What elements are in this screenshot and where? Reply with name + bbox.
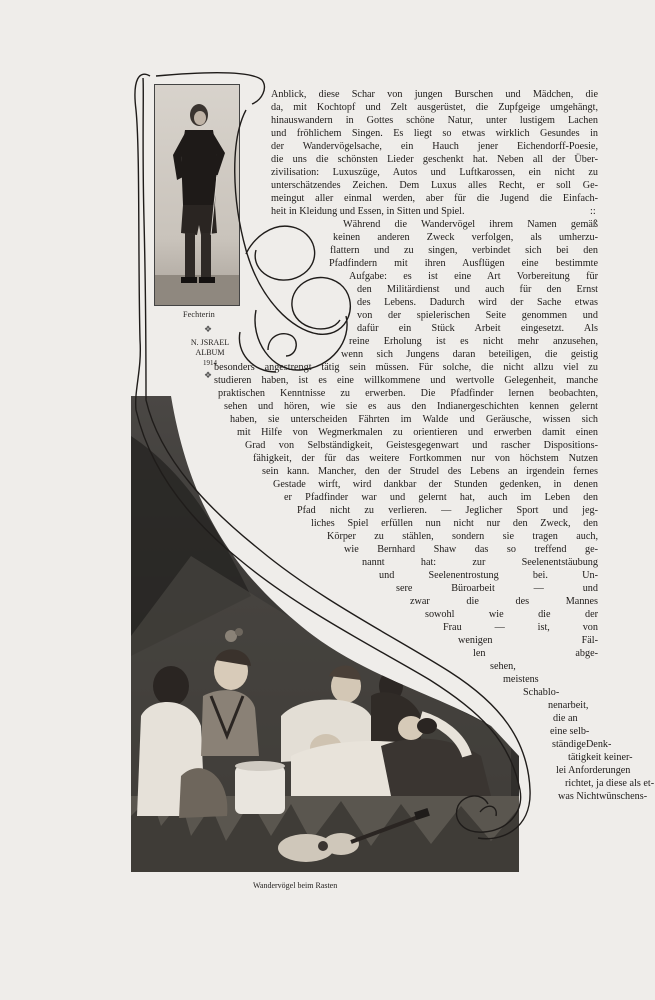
text-line: sowohl wie die der (425, 609, 598, 620)
text-line: zwar die des Mannes (410, 596, 598, 607)
text-line: keinen anderen Zweck verfolgen, als umherzu- (333, 232, 598, 243)
text-line: sein kann. Mancher, den der Strudel des Lebens an irgendein fernes (262, 466, 598, 477)
text-line: Gestade wirft, wird dankbar der Stunden gedenken, in denen (273, 479, 598, 490)
credit-year: 1914 (203, 359, 217, 367)
text-line: Aufgabe: es ist eine Art Vorbereitung für (349, 271, 598, 282)
text-line: die an (553, 713, 578, 724)
text-line: liches Spiel erfüllen nun nicht nur den Zweck, den (311, 518, 598, 529)
text-line: haben, sie unterscheiden Fährten im Walde und Geräusche, wissen sich (230, 414, 598, 425)
text-line: da, mit Kochtopf und Zelt ausgerüstet, die Zupfgeige umgehängt, (271, 102, 598, 113)
text-line: richtet, ja diese als et- (565, 778, 655, 789)
text-line: er Pfadfinder war und gelernt hat, auch im Leben den (284, 492, 598, 503)
text-line: nenarbeit, (548, 700, 589, 711)
text-line: den Militärdienst und auch für den Ernst (357, 284, 598, 295)
ornament-diamond-icon: ❖ (203, 324, 213, 334)
text-line: zivilisation: Luxuszüge, Autos und Luftkarossen, ein nicht zu (271, 167, 598, 178)
text-line: studieren haben, ist es eine willkommene und wertvolle Gelegenheit, manche (214, 375, 598, 386)
section-mark: :: (590, 206, 596, 217)
text-line: Schablo- (523, 687, 560, 698)
text-line: Grad von Selbständigkeit, Geistesgegenwart und rascher Dispositions- (245, 440, 598, 451)
text-line: mit Hilfe von Wegmerkmalen zu orientieren und erwerben damit einen (237, 427, 598, 438)
text-line: und Seelenentrostung bei. Un- (379, 570, 598, 581)
ornament-diamond-icon: ❖ (203, 370, 213, 380)
text-line: dafür ein Stück Arbeit eingesetzt. Als (357, 323, 598, 334)
text-line: fähigkeit, der für das weitere Fortkommen nur von höchstem Nutzen (253, 453, 598, 464)
text-line: eine selb- (550, 726, 590, 737)
text-line: Körper zu stählen, sondern sie tragen auch, (327, 531, 598, 542)
credit-album: ALBUM (195, 348, 225, 357)
fencer-figure (155, 85, 239, 305)
text-line: von der spielerischen Seite genommen und (357, 310, 598, 321)
text-line: wie Bernhard Shaw das so treffend ge- (344, 544, 598, 555)
text-line: des Lebens. Dadurch wird der Sache etwas (357, 297, 598, 308)
text-line: sehen, (490, 661, 516, 672)
text-line: Pfad nicht zu verlieren. — Jeglicher Sport und jeg- (297, 505, 598, 516)
text-line: lei Anforderungen (556, 765, 631, 776)
text-line: meingut aller einmal werden, aber für die Jugend die Einfach- (271, 193, 598, 204)
text-line: und fröhlichem Singen. Es liegt so etwas wirklich Gesundes in (271, 128, 598, 139)
text-line: besonders angestrengt tätig sein müssen. Für solche, die nicht allzu viel zu (214, 362, 598, 373)
text-line: sere Büroarbeit — und (396, 583, 598, 594)
text-line: ständigeDenk- (552, 739, 612, 750)
text-line: flattern und zu singen, verbindet sich bei den (330, 245, 598, 256)
text-line: unterschätzendes Zeichen. Dem Luxus alles Recht, er soll Ge- (271, 180, 598, 191)
text-line: wenn sich Jungens daran beteiligen, die geistig (341, 349, 598, 360)
text-line: heit in Kleidung und Essen, in Sitten und Spiel. (271, 206, 465, 217)
text-line: der Wandervögelsache, ein Hauch jener Eichendorff-Poesie, (271, 141, 598, 152)
text-line: tätigkeit keiner- (568, 752, 633, 763)
text-line: Frau — ist, von (443, 622, 598, 633)
text-line: wenigen Fäl- (458, 635, 598, 646)
credit-name: N. JSRAEL (190, 338, 230, 347)
fencer-photo (154, 84, 240, 306)
text-line: Während die Wandervögel ihrem Namen gemäß (343, 219, 598, 230)
text-line: hinauswandern in Gottes schöne Natur, unter lustigem Lachen (271, 115, 598, 126)
text-line: praktischen Kenntnisse zu erwerben. Die Pfadfinder lernen beobachten, (218, 388, 598, 399)
text-line: Pfadfindern mit ihren Ausflügen eine bestimmte (329, 258, 598, 269)
text-line: was Nichtwünschens- (558, 791, 648, 802)
fencer-caption: Fechterin (182, 310, 215, 319)
text-line: Anblick, diese Schar von jungen Burschen und Mädchen, die (271, 89, 598, 100)
text-line: len abge- (473, 648, 598, 659)
text-line: reine Erholung ist es nicht mehr anzusehen, (349, 336, 598, 347)
photo-caption: Wandervögel beim Rasten (253, 881, 338, 890)
text-line: meistens (503, 674, 539, 685)
text-line: die uns die schönsten Lieder geschenkt hat. Neben all der Über- (271, 154, 598, 165)
text-line: nannt hat: zur Seelenentstäubung (362, 557, 598, 568)
text-line: sehen und hören, wie sie es aus den Indianergeschichten kennen gelernt (224, 401, 598, 412)
